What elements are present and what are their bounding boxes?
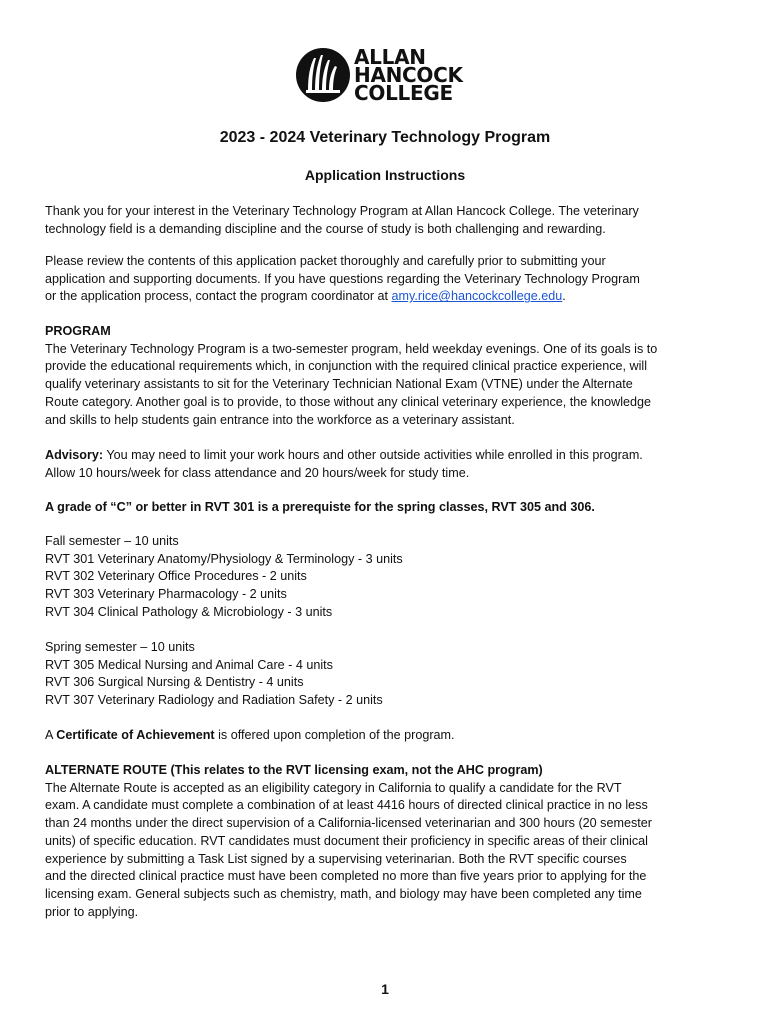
- fall-semester: [45, 533, 735, 622]
- page-number: 1: [381, 981, 389, 997]
- prerequisite-note: A grade of “C” or better in RVT 301 is a prerequiste for the spring classes, RVT 305 and 306.: [45, 500, 595, 514]
- course-item: RVT 307 Veterinary Radiology and Radiation Safety - 2 units: [45, 693, 383, 708]
- fall-heading: Fall semester – 10 units: [45, 534, 179, 548]
- college-logo: [294, 46, 484, 104]
- document-title: 2023 - 2024 Veterinary Technology Program: [219, 129, 551, 146]
- course-item: RVT 304 Clinical Pathology & Microbiology - 3 units: [45, 604, 333, 619]
- advisory-label: Advisory:: [45, 448, 104, 462]
- logo-line-allan: ALLAN: [354, 45, 426, 69]
- certificate-post: is offered upon completion of the program.: [214, 728, 455, 742]
- logo-line-hancock: HANCOCK: [354, 63, 463, 87]
- course-item: RVT 301 Veterinary Anatomy/Physiology & Terminology - 3 units: [45, 551, 403, 566]
- course-item: RVT 306 Surgical Nursing & Dentistry - 4 units: [45, 675, 304, 690]
- certificate-pre: A: [45, 728, 57, 742]
- course-item: RVT 302 Veterinary Office Procedures - 2 units: [45, 569, 307, 584]
- review-paragraph: [45, 253, 735, 306]
- program-section: [45, 323, 735, 429]
- college-seal-icon: [294, 46, 352, 104]
- coordinator-email-link[interactable]: amy.rice@hancockcollege.edu: [391, 289, 563, 304]
- spring-semester: [45, 639, 735, 710]
- program-heading: PROGRAM: [45, 324, 111, 338]
- alternate-route-section: [45, 762, 735, 921]
- logo-line-college: COLLEGE: [354, 81, 453, 105]
- advisory-paragraph: [45, 447, 735, 482]
- certificate-paragraph: [45, 727, 735, 745]
- advisory-text: You may need to limit your work hours and other outside activities while enrolled in this program. Allow 10 hours/week for class attendance and 20 hours/week for study time.: [45, 448, 643, 480]
- review-end: .: [562, 289, 566, 304]
- course-item: RVT 305 Medical Nursing and Animal Care - 4 units: [45, 657, 333, 672]
- review-text: Please review the contents of this application packet thoroughly and carefully prior to submitting your application and supporting documents. If you have questions regarding the Veterinary Technology Program or the application process, contact the program coordinator at: [45, 254, 640, 304]
- college-wordmark: [354, 45, 463, 105]
- alternate-text: The Alternate Route is accepted as an eligibility category in California to qualify a candidate for the RVT exam. A candidate must complete a combination of at least 4416 hours of directed clinical practice in no less than 24 months under the direct supervision of a California-licensed veterinarian and 300 hours (20 semester units) of specific education. RVT candidates must document their proficiency in specific areas of their clinical experience by submitting a Task List signed by a supervising veterinarian. Both the RVT specific courses and the directed clinical practice must have been completed no more than five years prior to applying for the licensing exam. General subjects such as chemistry, math, and biology may have been completed any time prior to applying.: [45, 780, 652, 919]
- document-subtitle: Application Instructions: [304, 167, 466, 183]
- spring-heading: Spring semester – 10 units: [45, 640, 195, 654]
- course-item: RVT 303 Veterinary Pharmacology - 2 units: [45, 587, 287, 602]
- certificate-name: Certificate of Achievement: [56, 728, 215, 742]
- intro-paragraph: Thank you for your interest in the Veterinary Technology Program at Allan Hancock College. The veterinary technology field is a demanding discipline and the course of study is both challenging and rewarding.: [45, 204, 639, 236]
- program-text: The Veterinary Technology Program is a two-semester program, held weekday evenings. One of its goals is to provide the educational requirements which, in conjunction with the required clinical practice experience, will qualify veterinary assistants to sit for the Veterinary Technician National Exam (VTNE) under the Alternate Route category. Another goal is to provide, to those without any clinical veterinary experience, the knowledge and skills to help students gain entrance into the workforce as a veterinary assistant.: [45, 341, 658, 427]
- alternate-heading: ALTERNATE ROUTE (This relates to the RVT licensing exam, not the AHC program): [45, 763, 543, 777]
